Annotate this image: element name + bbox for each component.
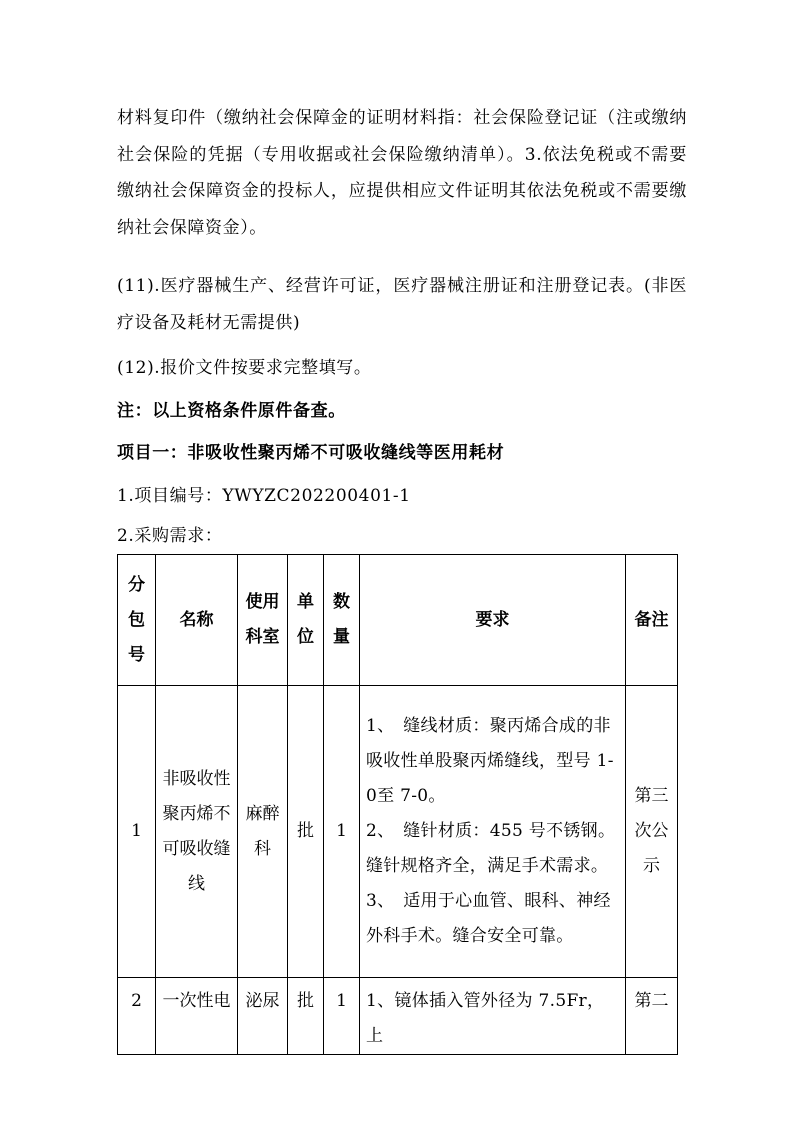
project-title: 项目一：非吸收性聚丙烯不可吸收缝线等医用耗材 [117, 443, 505, 463]
cell-name: 一次性电 [156, 978, 238, 1055]
header-remarks: 备注 [626, 555, 678, 686]
cell-remarks: 第二 [626, 978, 678, 1055]
requirement-line: 1、镜体插入管外径为 7.5Fr，上 [366, 991, 605, 1046]
cell-package-no: 1 [118, 686, 156, 978]
paragraph-social-security: 材料复印件（缴纳社会保障金的证明材料指：社会保险登记证（注或缴纳社会保险的凭据（专用收据或社会保险缴纳清单）。3.依法免税或不需要缴纳社会保障资金的投标人，应提供相应文件证明其依法免税或不需要缴纳社会保障资金）。 [117, 108, 687, 238]
header-name: 名称 [156, 555, 238, 686]
table-row [118, 686, 678, 978]
header-requirements: 要求 [360, 555, 626, 686]
header-unit: 单位 [288, 555, 324, 686]
header-quantity: 数量 [324, 555, 360, 686]
table-header-row [118, 555, 678, 686]
paragraph-item-12: (12).报价文件按要求完整填写。 [117, 358, 372, 378]
cell-unit: 批 [288, 978, 324, 1055]
paragraph-item-11: (11).医疗器械生产、经营许可证，医疗器械注册证和注册登记表。(非医疗设备及耗材无需提供) [117, 276, 687, 333]
cell-quantity: 1 [324, 978, 360, 1055]
cell-requirements [360, 978, 626, 1055]
cell-unit: 批 [288, 686, 324, 978]
header-department: 使用科室 [238, 555, 288, 686]
cell-package-no: 2 [118, 978, 156, 1055]
cell-department: 泌尿 [238, 978, 288, 1055]
header-package-no: 分包号 [118, 555, 156, 686]
cell-name: 非吸收性聚丙烯不可吸收缝线 [156, 686, 238, 978]
note-heading: 注：以上资格条件原件备查。 [117, 401, 346, 421]
project-number: 1.项目编号：YWYZC202200401-1 [117, 486, 411, 506]
cell-quantity: 1 [324, 686, 360, 978]
cell-department: 麻醉科 [238, 686, 288, 978]
cell-requirements [360, 686, 626, 978]
requirement-line: 2、 缝针材质：455 号不锈钢。缝针规格齐全，满足手术需求。 [366, 821, 616, 876]
cell-remarks: 第三次公示 [626, 686, 678, 978]
requirement-line: 1、 缝线材质：聚丙烯合成的非吸收性单股聚丙烯缝线，型号 1-0至 7-0。 [366, 716, 614, 806]
requirements-table [117, 554, 678, 1055]
table-row [118, 978, 678, 1055]
requirement-line: 3、 适用于心血管、眼科、神经外科手术。缝合安全可靠。 [366, 891, 611, 946]
purchase-requirements-label: 2.采购需求： [117, 526, 223, 546]
